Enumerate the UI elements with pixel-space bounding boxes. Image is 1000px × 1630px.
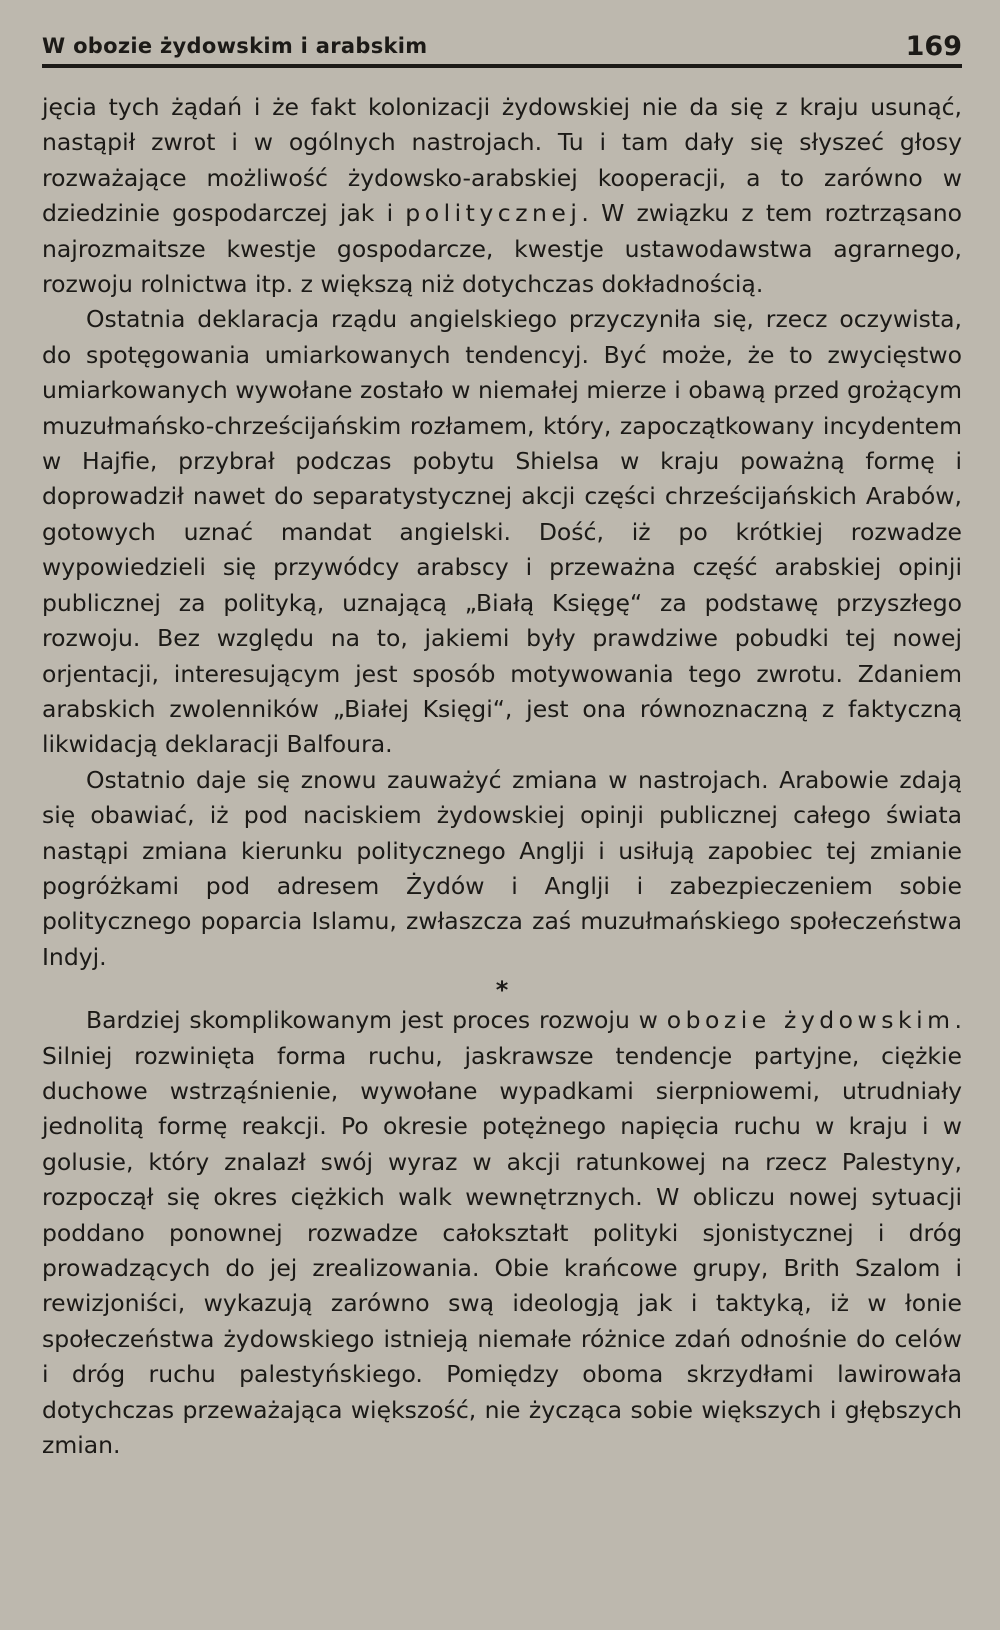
paragraph-3: Ostatnio daje się znowu zauważyć zmiana w nastrojach. Arabowie zdają się obawiać, iż pod naciskiem żydowskiej opinji publicznej całego świata nastąpi zmiana kierunku politycznego Anglji i usiłują zapobiec tej zmianie pogróżkami pod adresem Żydów i Anglji i zabezpieczeniem sobie politycznego poparcia Islamu, zwłaszcza zaś muzułmańskiego społeczeństwa Indyj. bbox=[42, 765, 962, 971]
paragraph-4-text-b: . Silniej rozwinięta forma ruchu, jaskrawsze tendencje partyjne, ciężkie duchowe wstrząśnienie, wywołane wypadkami sierpniowemi, utrudniały jednolitą formę reakcji. Po okresie potężnego napięcia ruchu w kraju i w golusie, który znalazł swój wyraz w akcji ratunkowej na rzecz Palestyny, rozpoczął się okres ciężkich walk wewnętrznych. W obliczu nowej sytuacji poddano ponownej rozwadze całokształt polityki sjonistycznej i dróg prowadzących do jej zrealizowania. Obie krańcowe grupy, Brith Szalom i rewizjoniści, wykazują zarówno swą ideologją jak i taktyką, iż w łonie społeczeństwa żydowskiego istnieją niemałe różnice zdań odnośnie do celów i dróg ruchu palestyńskiego. Pomiędzy oboma skrzydłami lawirowała dotychczas przeważająca większość, nie życząca sobie większych i głębszych zmian. bbox=[42, 1006, 962, 1460]
page-number: 169 bbox=[905, 31, 962, 62]
paragraph-2: Ostatnia deklaracja rządu angielskiego przyczyniła się, rzecz oczywista, do spotęgowania umiarkowanych tendencyj. Być może, że to zwycięstwo umiarkowanych wywołane zostało w niemałej mierze i obawą przed grożącym muzułmańsko-chrześcijańskim rozłamem, który, zapoczątkowany incydentem w Hajfie, przybrał podczas pobytu Shielsa w kraju poważną formę i doprowadził nawet do separatystycznej akcji części chrześcijańskich Arabów, gotowych uznać mandat angielski. Dość, iż po krótkiej rozwadze wypowiedzieli się przywódcy arabscy i przeważna część arabskiej opinji publicznej za polityką, uznającą „Białą Księgę“ za podstawę przyszłego rozwoju. Bez względu na to, jakiemi były prawdziwe pobudki tej nowej orjentacji, interesującym jest sposób motywowania tego zwrotu. Zdaniem arabskich zwolenników „Białej Księgi“, jest ona równoznaczną z faktyczną likwidacją deklaracji Balfoura. bbox=[42, 305, 962, 759]
section-separator-asterisk: * bbox=[495, 976, 509, 1005]
paragraph-1 bbox=[42, 90, 962, 302]
running-head: W obozie żydowskim i arabskim bbox=[42, 34, 428, 58]
body-text bbox=[42, 90, 962, 1463]
header-rule bbox=[42, 64, 962, 68]
paragraph-1-spaced-emphasis: politycznej bbox=[405, 199, 582, 228]
page-header bbox=[42, 26, 962, 60]
paragraph-1-text-a: jęcia tych żądań i że fakt kolonizacji żydowskiej nie da się z kraju usunąć, nastąpił zwrot i w ogólnych nastrojach. Tu i tam dały się słyszeć głosy rozważające możliwość żydowsko-arabskiej kooperacji, a to zarówno w dziedzinie gospodarczej jak i bbox=[42, 93, 962, 228]
paragraph-1-text-b: . W związku z tem roztrząsano najrozmaitsze kwestje gospodarcze, kwestje ustawodawstwa agrarnego, rozwoju rolnictwa itp. z większą niż dotychczas dokładnością. bbox=[42, 199, 962, 299]
paragraph-4-spaced-emphasis: obozie żydowskim bbox=[666, 1006, 955, 1035]
paragraph-4 bbox=[42, 1003, 962, 1463]
paragraph-4-text-a: Bardziej skomplikowanym jest proces rozwoju w bbox=[86, 1006, 667, 1035]
